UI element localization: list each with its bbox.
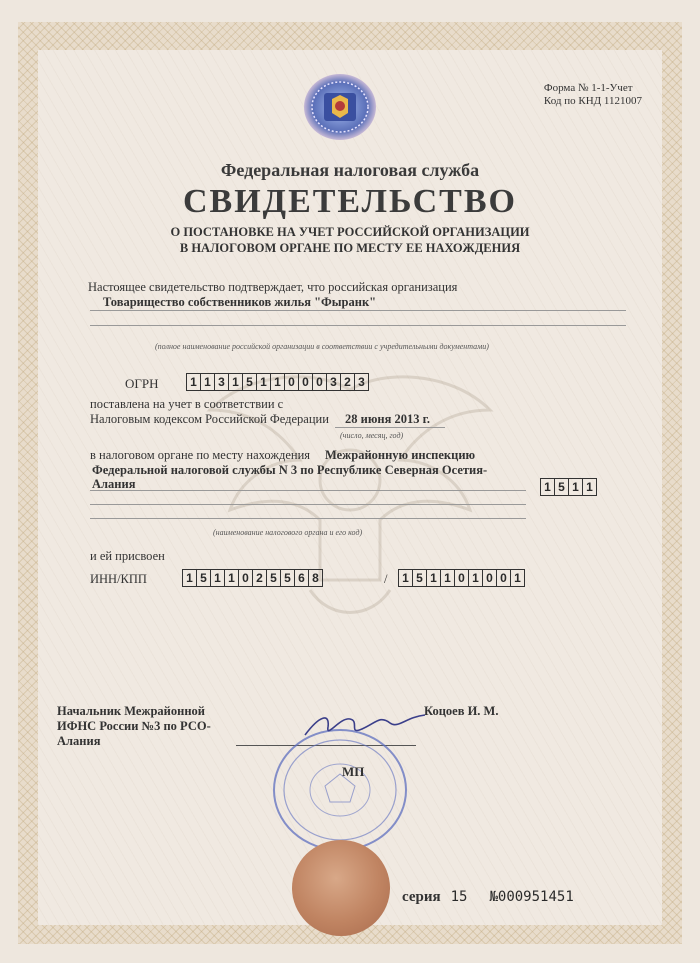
- document-subtitle: [0, 224, 700, 256]
- digit-box: 1: [187, 374, 201, 390]
- chief-title-line-3: Алания: [57, 734, 101, 748]
- digit-box: 1: [257, 374, 271, 390]
- digit-box: 5: [267, 570, 281, 586]
- digit-box: 5: [555, 479, 569, 495]
- authority-line-1: [90, 490, 526, 491]
- digit-box: 5: [281, 570, 295, 586]
- authority-line-2: [90, 504, 526, 505]
- digit-box: 1: [541, 479, 555, 495]
- digit-box: 1: [469, 570, 483, 586]
- series-label: серия: [402, 889, 441, 905]
- assigned-text: и ей присвоен: [90, 549, 165, 563]
- digit-box: 1: [514, 571, 521, 585]
- inn-kpp-slash: /: [384, 572, 388, 586]
- digit-box: 3: [327, 374, 341, 390]
- intro-text: Настоящее свидетельство подтверждает, что российская организация: [88, 280, 458, 294]
- mp-label: МП: [342, 764, 365, 779]
- authority-code-boxes: [540, 478, 597, 496]
- digit-box: 6: [295, 570, 309, 586]
- agency-name: Федеральная налоговая служба: [220, 160, 480, 180]
- authority-line-3: [90, 518, 526, 519]
- chief-title-line-2: ИФНС России №3 по РСО-: [57, 719, 211, 733]
- chief-title: [57, 704, 211, 749]
- digit-box: 1: [211, 570, 225, 586]
- chief-name: Коцоев И. М.: [424, 704, 499, 718]
- digit-box: 1: [399, 570, 413, 586]
- series-value: 15: [450, 889, 468, 905]
- registration-date: 28 июня 2013 г.: [345, 412, 430, 426]
- org-line-1: [90, 310, 626, 311]
- hologram-emblem-icon: [302, 73, 378, 141]
- date-caption: (число, месяц, год): [340, 431, 404, 440]
- authority-name-1: Межрайонную инспекцию: [325, 448, 476, 462]
- digit-box: 3: [215, 374, 229, 390]
- organization-caption: (полное наименование российской организации в соответствии с учредительными документами): [155, 342, 489, 351]
- serial-number: №000951451: [489, 889, 574, 905]
- document-title: СВИДЕТЕЛЬСТВО: [183, 183, 517, 220]
- digit-box: 1: [586, 480, 593, 494]
- kpp-digit-boxes: [398, 569, 525, 587]
- chief-title-line-1: Начальник Межрайонной: [57, 704, 205, 718]
- form-code: [544, 82, 642, 108]
- knd-code: Код по КНД 1121007: [543, 95, 642, 107]
- authority-name-2: Федеральной налоговой службы N 3 по Республике Северная Осетия-: [92, 463, 488, 477]
- digit-box: 1: [225, 570, 239, 586]
- digit-box: 1: [271, 374, 285, 390]
- digit-box: 0: [455, 570, 469, 586]
- digit-box: 3: [358, 375, 365, 389]
- org-line-2: [90, 325, 626, 326]
- subtitle-line-1: О ПОСТАНОВКЕ НА УЧЕТ РОССИЙСКОЙ ОРГАНИЗАЦИИ: [170, 225, 530, 239]
- digit-box: 1: [201, 374, 215, 390]
- registered-line-1: поставлена на учет в соответствии с: [90, 397, 284, 411]
- signature-icon: [300, 705, 430, 745]
- digit-box: 0: [285, 374, 299, 390]
- ogrn-digit-boxes: [186, 373, 369, 391]
- subtitle-line-2: В НАЛОГОВОМ ОРГАНЕ ПО МЕСТУ ЕЕ НАХОЖДЕНИЯ: [179, 241, 521, 255]
- serial-block: [402, 888, 574, 906]
- digit-box: 0: [299, 374, 313, 390]
- digit-box: 5: [243, 374, 257, 390]
- digit-box: 5: [413, 570, 427, 586]
- gold-seal-icon: [292, 840, 390, 936]
- digit-box: 2: [341, 374, 355, 390]
- inn-kpp-label: ИНН/КПП: [90, 572, 147, 586]
- digit-box: 1: [183, 570, 197, 586]
- ogrn-label: ОГРН: [125, 376, 159, 391]
- organization-name: Товарищество собственников жилья "Фыранк": [103, 295, 377, 309]
- authority-name-3: Алания: [92, 477, 136, 491]
- official-stamp-icon: [270, 726, 410, 854]
- inn-digit-boxes: [182, 569, 323, 587]
- authority-prefix: в налоговом органе по месту нахождения: [90, 448, 311, 462]
- digit-box: 8: [312, 571, 319, 585]
- digit-box: 0: [239, 570, 253, 586]
- digit-box: 1: [229, 374, 243, 390]
- authority-caption: (наименование налогового органа и его код): [213, 528, 363, 537]
- date-line: [335, 427, 445, 428]
- digit-box: 0: [483, 570, 497, 586]
- digit-box: 1: [441, 570, 455, 586]
- digit-box: 0: [313, 374, 327, 390]
- digit-box: 5: [197, 570, 211, 586]
- digit-box: 0: [497, 570, 511, 586]
- registered-line-2: Налоговым кодексом Российской Федерации: [90, 412, 329, 426]
- digit-box: 2: [253, 570, 267, 586]
- digit-box: 1: [427, 570, 441, 586]
- form-number: Форма № 1-1-Учет: [543, 82, 633, 94]
- digit-box: 1: [569, 479, 583, 495]
